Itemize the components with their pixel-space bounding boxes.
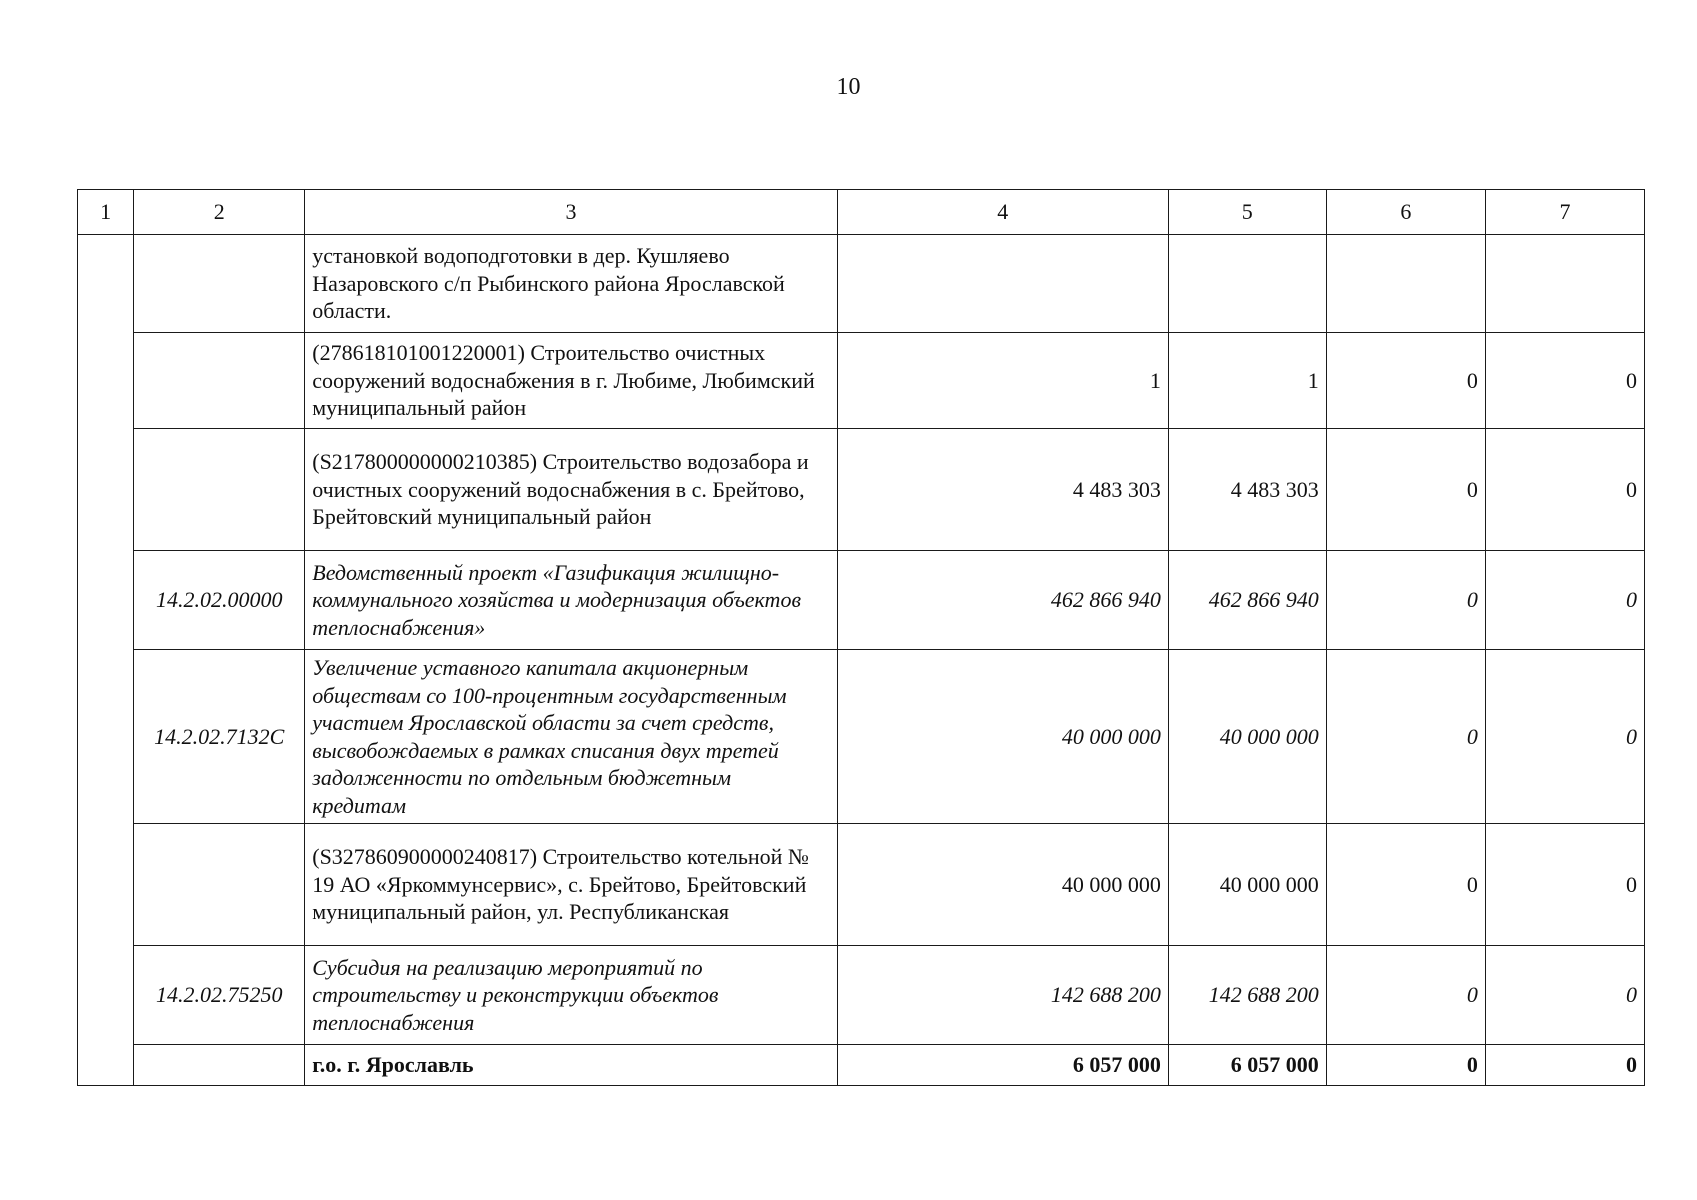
column-header: 4 <box>837 190 1168 235</box>
value-cell-col6: 0 <box>1326 946 1485 1045</box>
value-cell-col5 <box>1168 235 1326 333</box>
description-cell: (S217800000000210385) Строительство водозабора и очистных сооружений водоснабжения в с. Брейтово, Брейтовский муниципальный район <box>305 429 837 551</box>
value-cell-col4: 40 000 000 <box>837 824 1168 946</box>
column-1-cell <box>78 235 134 1086</box>
value-cell-col4: 462 866 940 <box>837 551 1168 650</box>
value-cell-col4 <box>837 235 1168 333</box>
value-cell-col7: 0 <box>1485 1045 1644 1086</box>
value-cell-col4: 40 000 000 <box>837 650 1168 824</box>
column-header: 1 <box>78 190 134 235</box>
value-cell-col5: 6 057 000 <box>1168 1045 1326 1086</box>
description-cell: (S327860900000240817) Строительство котельной № 19 АО «Яркоммунсервис», с. Брейтово, Брейтовский муниципальный район, ул. Республиканская <box>305 824 837 946</box>
value-cell-col6: 0 <box>1326 333 1485 429</box>
value-cell-col6: 0 <box>1326 429 1485 551</box>
table-row <box>78 1045 1645 1086</box>
code-cell: 14.2.02.75250 <box>134 946 305 1045</box>
description-cell: г.о. г. Ярославль <box>305 1045 837 1086</box>
table-row <box>78 824 1645 946</box>
value-cell-col7 <box>1485 235 1644 333</box>
table-row <box>78 650 1645 824</box>
value-cell-col7: 0 <box>1485 824 1644 946</box>
value-cell-col7: 0 <box>1485 650 1644 824</box>
code-cell <box>134 1045 305 1086</box>
value-cell-col5: 40 000 000 <box>1168 650 1326 824</box>
table-row <box>78 429 1645 551</box>
value-cell-col6: 0 <box>1326 824 1485 946</box>
code-cell: 14.2.02.7132С <box>134 650 305 824</box>
value-cell-col5: 40 000 000 <box>1168 824 1326 946</box>
code-cell: 14.2.02.00000 <box>134 551 305 650</box>
column-header: 2 <box>134 190 305 235</box>
page-number: 10 <box>836 74 861 100</box>
description-cell: Ведомственный проект «Газификация жилищно-коммунального хозяйства и модернизация объектов теплоснабжения» <box>305 551 837 650</box>
value-cell-col7: 0 <box>1485 429 1644 551</box>
value-cell-col4: 1 <box>837 333 1168 429</box>
description-cell: Увеличение уставного капитала акционерным обществам со 100-процентным государственным участием Ярославской области за счет средств, высвобождаемых в рамках списания двух третей задолженности по отдельным бюджетным кредитам <box>305 650 837 824</box>
table-row <box>78 946 1645 1045</box>
description-cell: Субсидия на реализацию мероприятий по строительству и реконструкции объектов теплоснабжения <box>305 946 837 1045</box>
header-row <box>78 190 1645 235</box>
value-cell-col6: 0 <box>1326 1045 1485 1086</box>
value-cell-col7: 0 <box>1485 551 1644 650</box>
value-cell-col6 <box>1326 235 1485 333</box>
value-cell-col5: 142 688 200 <box>1168 946 1326 1045</box>
value-cell-col5: 1 <box>1168 333 1326 429</box>
value-cell-col6: 0 <box>1326 650 1485 824</box>
code-cell <box>134 333 305 429</box>
value-cell-col4: 142 688 200 <box>837 946 1168 1045</box>
column-header: 7 <box>1485 190 1644 235</box>
column-header: 6 <box>1326 190 1485 235</box>
table-row <box>78 551 1645 650</box>
description-cell: установкой водоподготовки в дер. Кушляево Назаровского с/п Рыбинского района Ярославской области. <box>305 235 837 333</box>
value-cell-col4: 4 483 303 <box>837 429 1168 551</box>
value-cell-col5: 462 866 940 <box>1168 551 1326 650</box>
column-header: 5 <box>1168 190 1326 235</box>
table-row <box>78 333 1645 429</box>
value-cell-col4: 6 057 000 <box>837 1045 1168 1086</box>
code-cell <box>134 429 305 551</box>
budget-table <box>77 189 1645 1086</box>
table-row <box>78 235 1645 333</box>
value-cell-col5: 4 483 303 <box>1168 429 1326 551</box>
description-cell: (278618101001220001) Строительство очистных сооружений водоснабжения в г. Любиме, Любимский муниципальный район <box>305 333 837 429</box>
code-cell <box>134 824 305 946</box>
value-cell-col7: 0 <box>1485 946 1644 1045</box>
value-cell-col7: 0 <box>1485 333 1644 429</box>
column-header: 3 <box>305 190 837 235</box>
code-cell <box>134 235 305 333</box>
value-cell-col6: 0 <box>1326 551 1485 650</box>
